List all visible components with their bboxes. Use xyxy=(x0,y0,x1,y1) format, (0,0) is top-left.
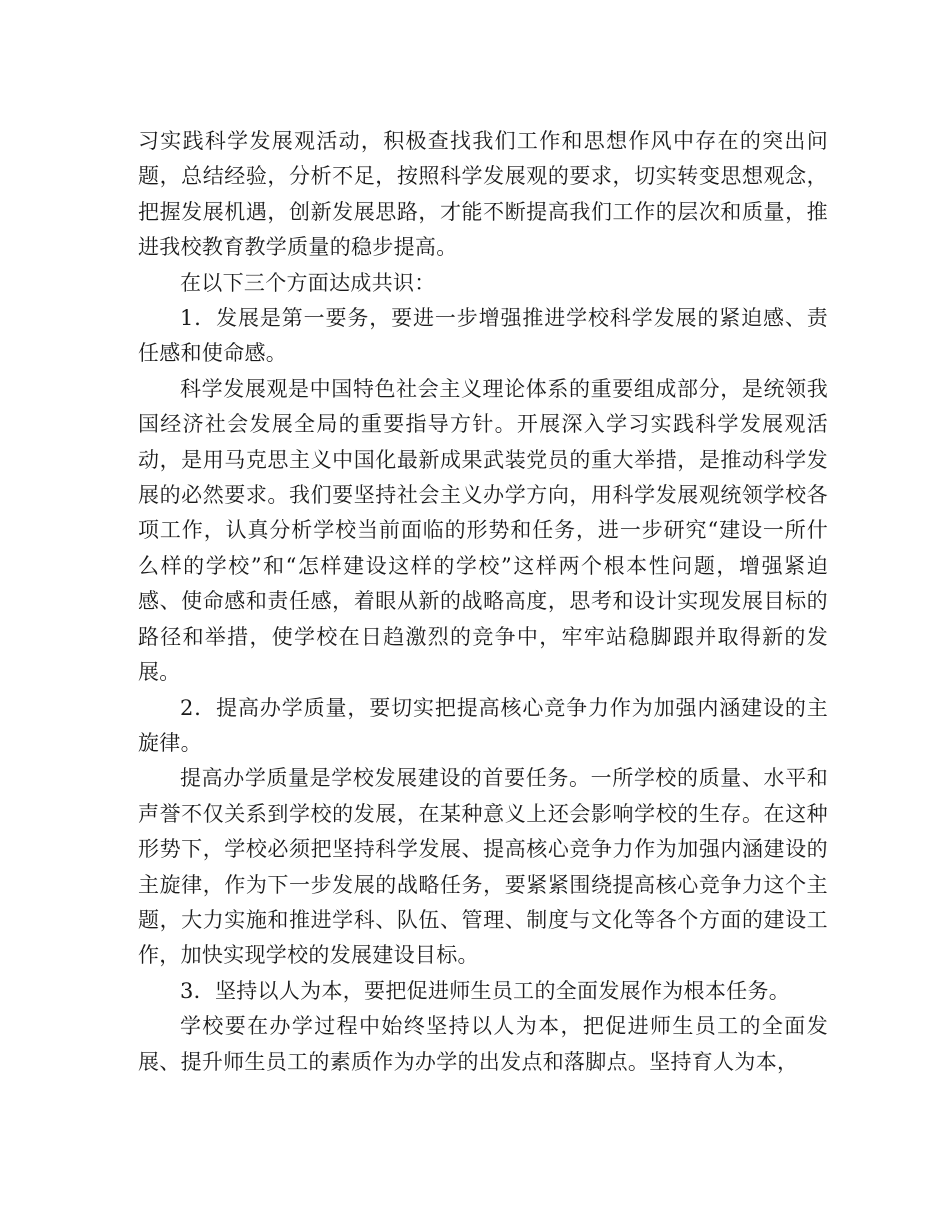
paragraph-1: 习实践科学发展观活动，积极查找我们工作和思想作风中存在的突出问题，总结经验，分析不足，按照科学发展观的要求，切实转变思想观念，把握发展机遇，创新发展思路，才能不断提高我们工作的层次和质量，推进我校教育教学质量的稳步提高。 xyxy=(138,129,828,260)
paragraph-2: 在以下三个方面达成共识： xyxy=(180,270,436,295)
paragraph-3: 1．发展是第一要务，要进一步增强推进学校科学发展的紧迫感、责任感和使命感。 xyxy=(138,306,828,366)
document-body xyxy=(138,124,828,1080)
paragraph-4: 科学发展观是中国特色社会主义理论体系的重要组成部分，是统领我国经济社会发展全局的重要指导方针。开展深入学习实践科学发展观活动，是用马克思主义中国化最新成果武装党员的重大举措，是推动科学发展的必然要求。我们要坚持社会主义办学方向，用科学发展观统领学校各项工作，认真分析学校当前面临的形势和任务，进一步研究“建设一所什么样的学校”和“怎样建设这样的学校”这样两个根本性问题，增强紧迫感、使命感和责任感，着眼从新的战略高度，思考和设计实现发展目标的路径和举措，使学校在日趋激烈的竞争中，牢牢站稳脚跟并取得新的发展。 xyxy=(138,376,828,685)
paragraph-6: 提高办学质量是学校发展建设的首要任务。一所学校的质量、水平和声誉不仅关系到学校的发展，在某种意义上还会影响学校的生存。在这种形势下，学校必须把坚持科学发展、提高核心竞争力作为加强内涵建设的主旋律，作为下一步发展的战略任务，要紧紧围绕提高核心竞争力这个主题，大力实施和推进学科、队伍、管理、制度与文化等各个方面的建设工作，加快实现学校的发展建设目标。 xyxy=(138,766,828,968)
paragraph-5: 2．提高办学质量，要切实把提高核心竞争力作为加强内涵建设的主旋律。 xyxy=(138,695,828,755)
paragraph-7: 3．坚持以人为本，要把促进师生员工的全面发展作为根本任务。 xyxy=(180,978,791,1003)
paragraph-8: 学校要在办学过程中始终坚持以人为本，把促进师生员工的全面发展、提升师生员工的素质作为办学的出发点和落脚点。坚持育人为本， xyxy=(138,1014,828,1074)
